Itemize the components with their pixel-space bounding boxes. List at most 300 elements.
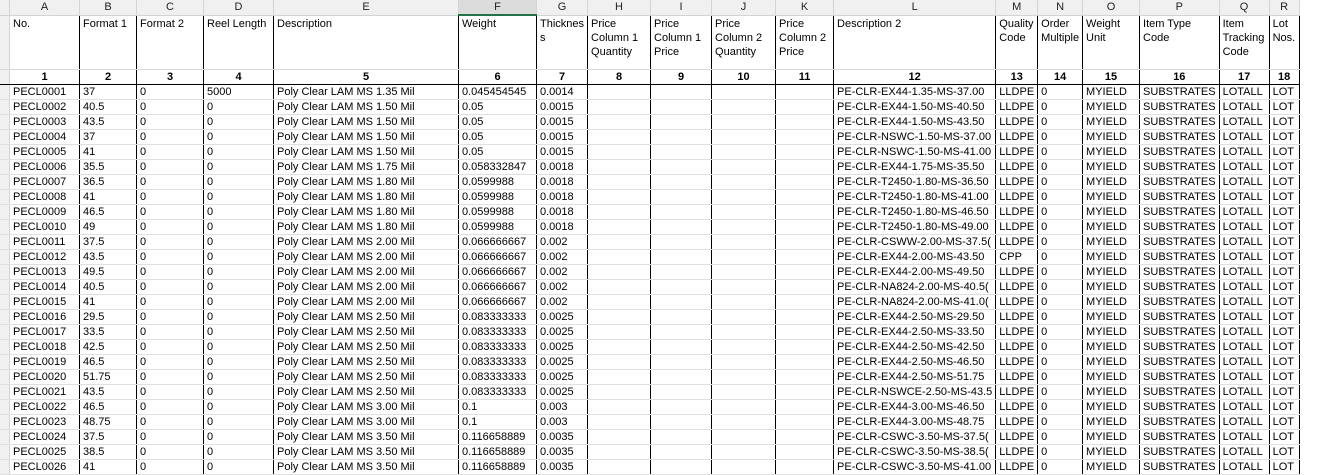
data-cell[interactable]: 0 bbox=[204, 190, 274, 205]
data-cell[interactable]: 0.0015 bbox=[537, 145, 588, 160]
data-cell[interactable]: PECL0006 bbox=[10, 160, 80, 175]
data-cell[interactable]: MYIELD bbox=[1083, 85, 1140, 100]
data-cell[interactable] bbox=[588, 100, 651, 115]
data-cell[interactable]: PE-CLR-T2450-1.80-MS-41.00 bbox=[834, 190, 996, 205]
data-cell[interactable]: MYIELD bbox=[1083, 295, 1140, 310]
data-cell[interactable] bbox=[588, 220, 651, 235]
row-stub[interactable] bbox=[0, 460, 10, 475]
data-cell[interactable]: MYIELD bbox=[1083, 385, 1140, 400]
data-cell[interactable] bbox=[712, 235, 776, 250]
data-cell[interactable]: 0 bbox=[137, 370, 204, 385]
column-number-cell[interactable]: 5 bbox=[274, 70, 459, 85]
data-cell[interactable]: SUBSTRATES bbox=[1140, 250, 1220, 265]
column-header-i[interactable]: I bbox=[651, 0, 712, 15]
data-cell[interactable]: PECL0025 bbox=[10, 445, 80, 460]
data-cell[interactable]: 0 bbox=[204, 385, 274, 400]
data-cell[interactable]: PE-CLR-NA824-2.00-MS-40.5( bbox=[834, 280, 996, 295]
data-cell[interactable]: 0.002 bbox=[537, 235, 588, 250]
data-cell[interactable]: 0.0025 bbox=[537, 325, 588, 340]
data-cell[interactable]: 0 bbox=[137, 340, 204, 355]
data-cell[interactable] bbox=[776, 220, 834, 235]
data-cell[interactable]: 0 bbox=[204, 280, 274, 295]
data-cell[interactable]: PE-CLR-EX44-2.00-MS-49.50 bbox=[834, 265, 996, 280]
data-cell[interactable]: 0.003 bbox=[537, 415, 588, 430]
column-header-b[interactable]: B bbox=[80, 0, 137, 15]
data-cell[interactable]: 0 bbox=[1038, 235, 1083, 250]
data-cell[interactable]: 0 bbox=[1038, 295, 1083, 310]
data-cell[interactable]: LLDPE bbox=[996, 430, 1038, 445]
data-cell[interactable]: LLDPE bbox=[996, 145, 1038, 160]
data-cell[interactable]: SUBSTRATES bbox=[1140, 265, 1220, 280]
data-cell[interactable]: 0.0035 bbox=[537, 445, 588, 460]
data-cell[interactable]: 0 bbox=[1038, 355, 1083, 370]
data-cell[interactable] bbox=[651, 85, 712, 100]
data-cell[interactable] bbox=[776, 100, 834, 115]
data-cell[interactable] bbox=[776, 280, 834, 295]
data-cell[interactable]: 0 bbox=[204, 265, 274, 280]
data-cell[interactable]: 0 bbox=[137, 295, 204, 310]
column-header-o[interactable]: O bbox=[1083, 0, 1140, 15]
column-number-cell[interactable]: 6 bbox=[459, 70, 537, 85]
data-cell[interactable]: Poly Clear LAM MS 1.80 Mil bbox=[274, 220, 459, 235]
data-cell[interactable]: MYIELD bbox=[1083, 280, 1140, 295]
data-cell[interactable]: Poly Clear LAM MS 2.50 Mil bbox=[274, 370, 459, 385]
data-cell[interactable]: PECL0016 bbox=[10, 310, 80, 325]
data-cell[interactable]: Poly Clear LAM MS 1.50 Mil bbox=[274, 130, 459, 145]
data-cell[interactable]: 0.116658889 bbox=[459, 430, 537, 445]
data-cell[interactable] bbox=[588, 370, 651, 385]
data-cell[interactable] bbox=[651, 115, 712, 130]
data-cell[interactable]: 0 bbox=[204, 430, 274, 445]
data-cell[interactable]: 36.5 bbox=[80, 175, 137, 190]
data-cell[interactable]: MYIELD bbox=[1083, 340, 1140, 355]
column-number-cell[interactable]: 18 bbox=[1269, 70, 1299, 85]
data-cell[interactable] bbox=[712, 220, 776, 235]
data-cell[interactable] bbox=[651, 295, 712, 310]
data-cell[interactable] bbox=[588, 280, 651, 295]
header-cell[interactable]: Format 1 bbox=[80, 15, 137, 70]
data-cell[interactable]: LOT bbox=[1269, 385, 1299, 400]
data-cell[interactable]: 0 bbox=[1038, 280, 1083, 295]
data-cell[interactable]: 29.5 bbox=[80, 310, 137, 325]
row-stub[interactable] bbox=[0, 85, 10, 100]
data-cell[interactable]: LOT bbox=[1269, 400, 1299, 415]
data-cell[interactable]: 0 bbox=[137, 325, 204, 340]
data-cell[interactable] bbox=[712, 295, 776, 310]
data-cell[interactable] bbox=[712, 85, 776, 100]
data-cell[interactable]: PE-CLR-EX44-2.00-MS-43.50 bbox=[834, 250, 996, 265]
data-cell[interactable]: 0.066666667 bbox=[459, 235, 537, 250]
data-cell[interactable] bbox=[651, 370, 712, 385]
data-cell[interactable] bbox=[776, 175, 834, 190]
data-cell[interactable]: LOTALL bbox=[1219, 445, 1269, 460]
column-number-cell[interactable]: 15 bbox=[1083, 70, 1140, 85]
data-cell[interactable]: LOT bbox=[1269, 430, 1299, 445]
data-cell[interactable]: 0.0025 bbox=[537, 355, 588, 370]
data-cell[interactable]: 0 bbox=[204, 340, 274, 355]
data-cell[interactable] bbox=[588, 400, 651, 415]
data-cell[interactable]: Poly Clear LAM MS 3.00 Mil bbox=[274, 415, 459, 430]
data-cell[interactable]: 0 bbox=[204, 145, 274, 160]
data-cell[interactable]: PECL0007 bbox=[10, 175, 80, 190]
data-cell[interactable]: 0 bbox=[137, 205, 204, 220]
data-cell[interactable]: MYIELD bbox=[1083, 145, 1140, 160]
data-cell[interactable]: PECL0020 bbox=[10, 370, 80, 385]
data-cell[interactable]: 0 bbox=[204, 310, 274, 325]
data-cell[interactable] bbox=[712, 460, 776, 475]
data-cell[interactable]: 0.0025 bbox=[537, 340, 588, 355]
data-cell[interactable]: 0 bbox=[1038, 250, 1083, 265]
data-cell[interactable]: 0 bbox=[137, 160, 204, 175]
data-cell[interactable]: LOTALL bbox=[1219, 385, 1269, 400]
data-cell[interactable] bbox=[651, 325, 712, 340]
data-cell[interactable]: 0 bbox=[204, 235, 274, 250]
data-cell[interactable]: 0 bbox=[1038, 175, 1083, 190]
data-cell[interactable]: 0.066666667 bbox=[459, 295, 537, 310]
data-cell[interactable]: SUBSTRATES bbox=[1140, 160, 1220, 175]
data-cell[interactable]: 41 bbox=[80, 460, 137, 475]
data-cell[interactable]: 46.5 bbox=[80, 355, 137, 370]
data-cell[interactable]: LOTALL bbox=[1219, 355, 1269, 370]
data-cell[interactable]: LOTALL bbox=[1219, 400, 1269, 415]
data-cell[interactable]: 35.5 bbox=[80, 160, 137, 175]
column-number-cell[interactable]: 1 bbox=[10, 70, 80, 85]
data-cell[interactable]: 0 bbox=[137, 235, 204, 250]
data-cell[interactable]: LOT bbox=[1269, 325, 1299, 340]
data-cell[interactable] bbox=[712, 355, 776, 370]
data-cell[interactable]: LLDPE bbox=[996, 160, 1038, 175]
row-stub[interactable] bbox=[0, 400, 10, 415]
data-cell[interactable] bbox=[588, 460, 651, 475]
select-all-corner[interactable] bbox=[0, 0, 10, 15]
data-cell[interactable]: 0.05 bbox=[459, 145, 537, 160]
column-number-cell[interactable]: 11 bbox=[776, 70, 834, 85]
column-header-p[interactable]: P bbox=[1140, 0, 1220, 15]
data-cell[interactable]: 0 bbox=[137, 190, 204, 205]
data-cell[interactable]: LLDPE bbox=[996, 340, 1038, 355]
data-cell[interactable]: 0.002 bbox=[537, 265, 588, 280]
data-cell[interactable]: 0 bbox=[204, 295, 274, 310]
data-cell[interactable] bbox=[776, 355, 834, 370]
data-cell[interactable]: CPP bbox=[996, 250, 1038, 265]
data-cell[interactable] bbox=[776, 340, 834, 355]
data-cell[interactable]: 0 bbox=[1038, 100, 1083, 115]
data-cell[interactable]: 0.002 bbox=[537, 280, 588, 295]
column-number-cell[interactable]: 8 bbox=[588, 70, 651, 85]
row-stub[interactable] bbox=[0, 235, 10, 250]
column-number-cell[interactable]: 9 bbox=[651, 70, 712, 85]
data-cell[interactable]: LLDPE bbox=[996, 460, 1038, 475]
data-cell[interactable]: PE-CLR-NA824-2.00-MS-41.0( bbox=[834, 295, 996, 310]
data-cell[interactable]: 40.5 bbox=[80, 100, 137, 115]
column-header-a[interactable]: A bbox=[10, 0, 80, 15]
data-cell[interactable]: LOT bbox=[1269, 280, 1299, 295]
data-cell[interactable]: PECL0023 bbox=[10, 415, 80, 430]
data-cell[interactable]: SUBSTRATES bbox=[1140, 145, 1220, 160]
data-cell[interactable]: SUBSTRATES bbox=[1140, 400, 1220, 415]
data-cell[interactable]: 0.066666667 bbox=[459, 250, 537, 265]
data-cell[interactable]: 43.5 bbox=[80, 250, 137, 265]
data-cell[interactable] bbox=[651, 265, 712, 280]
data-cell[interactable]: 46.5 bbox=[80, 400, 137, 415]
data-cell[interactable]: 38.5 bbox=[80, 445, 137, 460]
data-cell[interactable]: 0.083333333 bbox=[459, 340, 537, 355]
data-cell[interactable]: LOTALL bbox=[1219, 415, 1269, 430]
data-cell[interactable] bbox=[588, 175, 651, 190]
data-cell[interactable]: PE-CLR-EX44-1.35-MS-37.00 bbox=[834, 85, 996, 100]
data-cell[interactable]: PE-CLR-EX44-1.50-MS-40.50 bbox=[834, 100, 996, 115]
data-cell[interactable] bbox=[651, 160, 712, 175]
data-cell[interactable]: LOTALL bbox=[1219, 265, 1269, 280]
data-cell[interactable]: 0 bbox=[137, 385, 204, 400]
data-cell[interactable]: 0.058332847 bbox=[459, 160, 537, 175]
data-cell[interactable]: 0 bbox=[137, 355, 204, 370]
data-cell[interactable]: 0 bbox=[137, 115, 204, 130]
row-stub[interactable] bbox=[0, 280, 10, 295]
data-cell[interactable]: PECL0003 bbox=[10, 115, 80, 130]
data-cell[interactable]: LOTALL bbox=[1219, 130, 1269, 145]
data-cell[interactable] bbox=[588, 85, 651, 100]
data-cell[interactable]: 0 bbox=[1038, 85, 1083, 100]
data-cell[interactable]: 0.0025 bbox=[537, 370, 588, 385]
data-cell[interactable]: MYIELD bbox=[1083, 220, 1140, 235]
data-cell[interactable]: 0.0599988 bbox=[459, 220, 537, 235]
data-cell[interactable]: Poly Clear LAM MS 1.50 Mil bbox=[274, 145, 459, 160]
data-cell[interactable]: MYIELD bbox=[1083, 355, 1140, 370]
data-cell[interactable]: LOT bbox=[1269, 250, 1299, 265]
data-cell[interactable]: PE-CLR-EX44-2.50-MS-51.75 bbox=[834, 370, 996, 385]
data-cell[interactable]: SUBSTRATES bbox=[1140, 445, 1220, 460]
data-cell[interactable] bbox=[651, 235, 712, 250]
data-cell[interactable]: PE-CLR-NSWC-1.50-MS-41.00 bbox=[834, 145, 996, 160]
column-header-q[interactable]: Q bbox=[1219, 0, 1269, 15]
data-cell[interactable] bbox=[712, 115, 776, 130]
data-cell[interactable]: 0.002 bbox=[537, 295, 588, 310]
data-cell[interactable]: LOTALL bbox=[1219, 250, 1269, 265]
data-cell[interactable]: PECL0021 bbox=[10, 385, 80, 400]
data-cell[interactable] bbox=[588, 130, 651, 145]
data-cell[interactable]: 0 bbox=[204, 175, 274, 190]
data-cell[interactable]: LOT bbox=[1269, 445, 1299, 460]
data-cell[interactable]: LLDPE bbox=[996, 415, 1038, 430]
data-cell[interactable]: 0.066666667 bbox=[459, 265, 537, 280]
data-cell[interactable] bbox=[588, 340, 651, 355]
data-cell[interactable]: 0.0014 bbox=[537, 85, 588, 100]
data-cell[interactable]: LLDPE bbox=[996, 85, 1038, 100]
data-cell[interactable]: 0 bbox=[204, 205, 274, 220]
data-cell[interactable] bbox=[712, 265, 776, 280]
data-cell[interactable] bbox=[776, 235, 834, 250]
column-header-k[interactable]: K bbox=[776, 0, 834, 15]
data-cell[interactable] bbox=[651, 175, 712, 190]
data-cell[interactable] bbox=[776, 85, 834, 100]
data-cell[interactable]: SUBSTRATES bbox=[1140, 430, 1220, 445]
data-cell[interactable]: PECL0012 bbox=[10, 250, 80, 265]
data-cell[interactable]: 0 bbox=[137, 85, 204, 100]
row-stub[interactable] bbox=[0, 295, 10, 310]
column-number-cell[interactable]: 7 bbox=[537, 70, 588, 85]
data-cell[interactable]: MYIELD bbox=[1083, 190, 1140, 205]
data-cell[interactable]: 49.5 bbox=[80, 265, 137, 280]
data-cell[interactable]: PECL0001 bbox=[10, 85, 80, 100]
data-cell[interactable]: 0 bbox=[137, 130, 204, 145]
row-stub[interactable] bbox=[0, 340, 10, 355]
data-cell[interactable]: Poly Clear LAM MS 2.00 Mil bbox=[274, 235, 459, 250]
data-cell[interactable]: 0.045454545 bbox=[459, 85, 537, 100]
data-cell[interactable]: 51.75 bbox=[80, 370, 137, 385]
data-cell[interactable] bbox=[651, 340, 712, 355]
column-header-n[interactable]: N bbox=[1038, 0, 1083, 15]
data-cell[interactable]: LOT bbox=[1269, 355, 1299, 370]
row-stub[interactable] bbox=[0, 70, 10, 85]
column-header-g[interactable]: G bbox=[537, 0, 588, 15]
data-cell[interactable]: LLDPE bbox=[996, 325, 1038, 340]
data-cell[interactable]: PE-CLR-EX44-2.50-MS-46.50 bbox=[834, 355, 996, 370]
data-cell[interactable]: 42.5 bbox=[80, 340, 137, 355]
header-cell[interactable]: Reel Length bbox=[204, 15, 274, 70]
data-cell[interactable] bbox=[651, 145, 712, 160]
header-cell[interactable]: No. bbox=[10, 15, 80, 70]
data-cell[interactable]: 0.0015 bbox=[537, 130, 588, 145]
header-cell[interactable]: Thicknes s bbox=[537, 15, 588, 70]
data-cell[interactable]: PE-CLR-EX44-3.00-MS-48.75 bbox=[834, 415, 996, 430]
data-cell[interactable] bbox=[712, 400, 776, 415]
row-stub[interactable] bbox=[0, 130, 10, 145]
data-cell[interactable]: MYIELD bbox=[1083, 115, 1140, 130]
data-cell[interactable] bbox=[776, 115, 834, 130]
data-cell[interactable]: SUBSTRATES bbox=[1140, 415, 1220, 430]
data-cell[interactable]: Poly Clear LAM MS 2.50 Mil bbox=[274, 340, 459, 355]
data-cell[interactable]: LLDPE bbox=[996, 445, 1038, 460]
data-cell[interactable] bbox=[651, 460, 712, 475]
data-cell[interactable]: 40.5 bbox=[80, 280, 137, 295]
data-cell[interactable] bbox=[776, 325, 834, 340]
data-cell[interactable] bbox=[776, 205, 834, 220]
data-cell[interactable]: SUBSTRATES bbox=[1140, 370, 1220, 385]
data-cell[interactable]: PE-CLR-EX44-2.50-MS-29.50 bbox=[834, 310, 996, 325]
data-cell[interactable] bbox=[712, 130, 776, 145]
data-cell[interactable] bbox=[651, 400, 712, 415]
data-cell[interactable]: LOT bbox=[1269, 235, 1299, 250]
header-cell[interactable]: Price Column 1 Quantity bbox=[588, 15, 651, 70]
data-cell[interactable]: LOT bbox=[1269, 130, 1299, 145]
data-cell[interactable]: LOT bbox=[1269, 205, 1299, 220]
data-cell[interactable]: 0.0599988 bbox=[459, 175, 537, 190]
data-cell[interactable]: PECL0010 bbox=[10, 220, 80, 235]
data-cell[interactable] bbox=[651, 445, 712, 460]
row-stub[interactable] bbox=[0, 100, 10, 115]
data-cell[interactable]: 0 bbox=[1038, 115, 1083, 130]
data-cell[interactable]: LOT bbox=[1269, 190, 1299, 205]
data-cell[interactable]: 0 bbox=[137, 400, 204, 415]
data-cell[interactable]: Poly Clear LAM MS 2.00 Mil bbox=[274, 280, 459, 295]
data-cell[interactable] bbox=[588, 265, 651, 280]
data-cell[interactable]: 0 bbox=[1038, 160, 1083, 175]
data-cell[interactable] bbox=[776, 415, 834, 430]
data-cell[interactable]: LOT bbox=[1269, 370, 1299, 385]
column-header-r[interactable]: R bbox=[1269, 0, 1299, 15]
data-cell[interactable]: 0 bbox=[204, 220, 274, 235]
data-cell[interactable] bbox=[588, 250, 651, 265]
data-cell[interactable]: MYIELD bbox=[1083, 160, 1140, 175]
data-cell[interactable] bbox=[712, 430, 776, 445]
data-cell[interactable] bbox=[588, 160, 651, 175]
data-cell[interactable]: PE-CLR-CSWC-3.50-MS-37.5( bbox=[834, 430, 996, 445]
data-cell[interactable]: MYIELD bbox=[1083, 415, 1140, 430]
data-cell[interactable]: LOTALL bbox=[1219, 220, 1269, 235]
data-cell[interactable]: PE-CLR-CSWW-2.00-MS-37.5( bbox=[834, 235, 996, 250]
header-cell[interactable]: Item Tracking Code bbox=[1219, 15, 1269, 70]
data-cell[interactable]: PE-CLR-CSWC-3.50-MS-38.5( bbox=[834, 445, 996, 460]
data-cell[interactable]: LLDPE bbox=[996, 205, 1038, 220]
data-cell[interactable]: PECL0015 bbox=[10, 295, 80, 310]
data-cell[interactable]: 0.0018 bbox=[537, 190, 588, 205]
data-cell[interactable]: LLDPE bbox=[996, 370, 1038, 385]
data-cell[interactable] bbox=[712, 325, 776, 340]
data-cell[interactable] bbox=[588, 115, 651, 130]
column-header-j[interactable]: J bbox=[712, 0, 776, 15]
data-cell[interactable]: SUBSTRATES bbox=[1140, 190, 1220, 205]
data-cell[interactable]: 0 bbox=[1038, 145, 1083, 160]
data-cell[interactable]: LOTALL bbox=[1219, 115, 1269, 130]
data-cell[interactable]: LLDPE bbox=[996, 115, 1038, 130]
data-cell[interactable]: PE-CLR-EX44-1.50-MS-43.50 bbox=[834, 115, 996, 130]
data-cell[interactable] bbox=[776, 370, 834, 385]
data-cell[interactable] bbox=[776, 445, 834, 460]
data-cell[interactable]: Poly Clear LAM MS 3.50 Mil bbox=[274, 445, 459, 460]
data-cell[interactable]: 0.05 bbox=[459, 115, 537, 130]
data-cell[interactable] bbox=[588, 205, 651, 220]
data-cell[interactable]: 0 bbox=[137, 430, 204, 445]
column-header-d[interactable]: D bbox=[204, 0, 274, 15]
data-cell[interactable]: PECL0002 bbox=[10, 100, 80, 115]
data-cell[interactable] bbox=[712, 250, 776, 265]
data-cell[interactable]: LOTALL bbox=[1219, 205, 1269, 220]
header-cell[interactable]: Item Type Code bbox=[1140, 15, 1220, 70]
data-cell[interactable]: LOT bbox=[1269, 115, 1299, 130]
data-cell[interactable] bbox=[712, 100, 776, 115]
data-cell[interactable] bbox=[588, 385, 651, 400]
data-cell[interactable]: LLDPE bbox=[996, 235, 1038, 250]
data-cell[interactable]: MYIELD bbox=[1083, 265, 1140, 280]
data-cell[interactable]: MYIELD bbox=[1083, 250, 1140, 265]
data-cell[interactable]: 0 bbox=[1038, 340, 1083, 355]
data-cell[interactable]: LOTALL bbox=[1219, 460, 1269, 475]
data-cell[interactable]: SUBSTRATES bbox=[1140, 220, 1220, 235]
data-cell[interactable]: LOTALL bbox=[1219, 340, 1269, 355]
data-cell[interactable]: 0.0025 bbox=[537, 310, 588, 325]
data-cell[interactable]: 0 bbox=[204, 460, 274, 475]
data-cell[interactable]: LOTALL bbox=[1219, 190, 1269, 205]
data-cell[interactable]: PECL0024 bbox=[10, 430, 80, 445]
data-cell[interactable]: PE-CLR-EX44-3.00-MS-46.50 bbox=[834, 400, 996, 415]
row-stub[interactable] bbox=[0, 205, 10, 220]
data-cell[interactable]: Poly Clear LAM MS 1.80 Mil bbox=[274, 175, 459, 190]
data-cell[interactable]: LOT bbox=[1269, 175, 1299, 190]
data-cell[interactable] bbox=[651, 280, 712, 295]
data-cell[interactable] bbox=[712, 145, 776, 160]
data-cell[interactable]: Poly Clear LAM MS 2.00 Mil bbox=[274, 265, 459, 280]
data-cell[interactable]: 0 bbox=[137, 280, 204, 295]
data-cell[interactable]: SUBSTRATES bbox=[1140, 85, 1220, 100]
column-header-l[interactable]: L bbox=[834, 0, 996, 15]
data-cell[interactable]: MYIELD bbox=[1083, 445, 1140, 460]
data-cell[interactable]: MYIELD bbox=[1083, 175, 1140, 190]
data-cell[interactable]: 0.1 bbox=[459, 415, 537, 430]
data-cell[interactable]: 0 bbox=[1038, 430, 1083, 445]
row-stub[interactable] bbox=[0, 220, 10, 235]
data-cell[interactable]: PECL0018 bbox=[10, 340, 80, 355]
